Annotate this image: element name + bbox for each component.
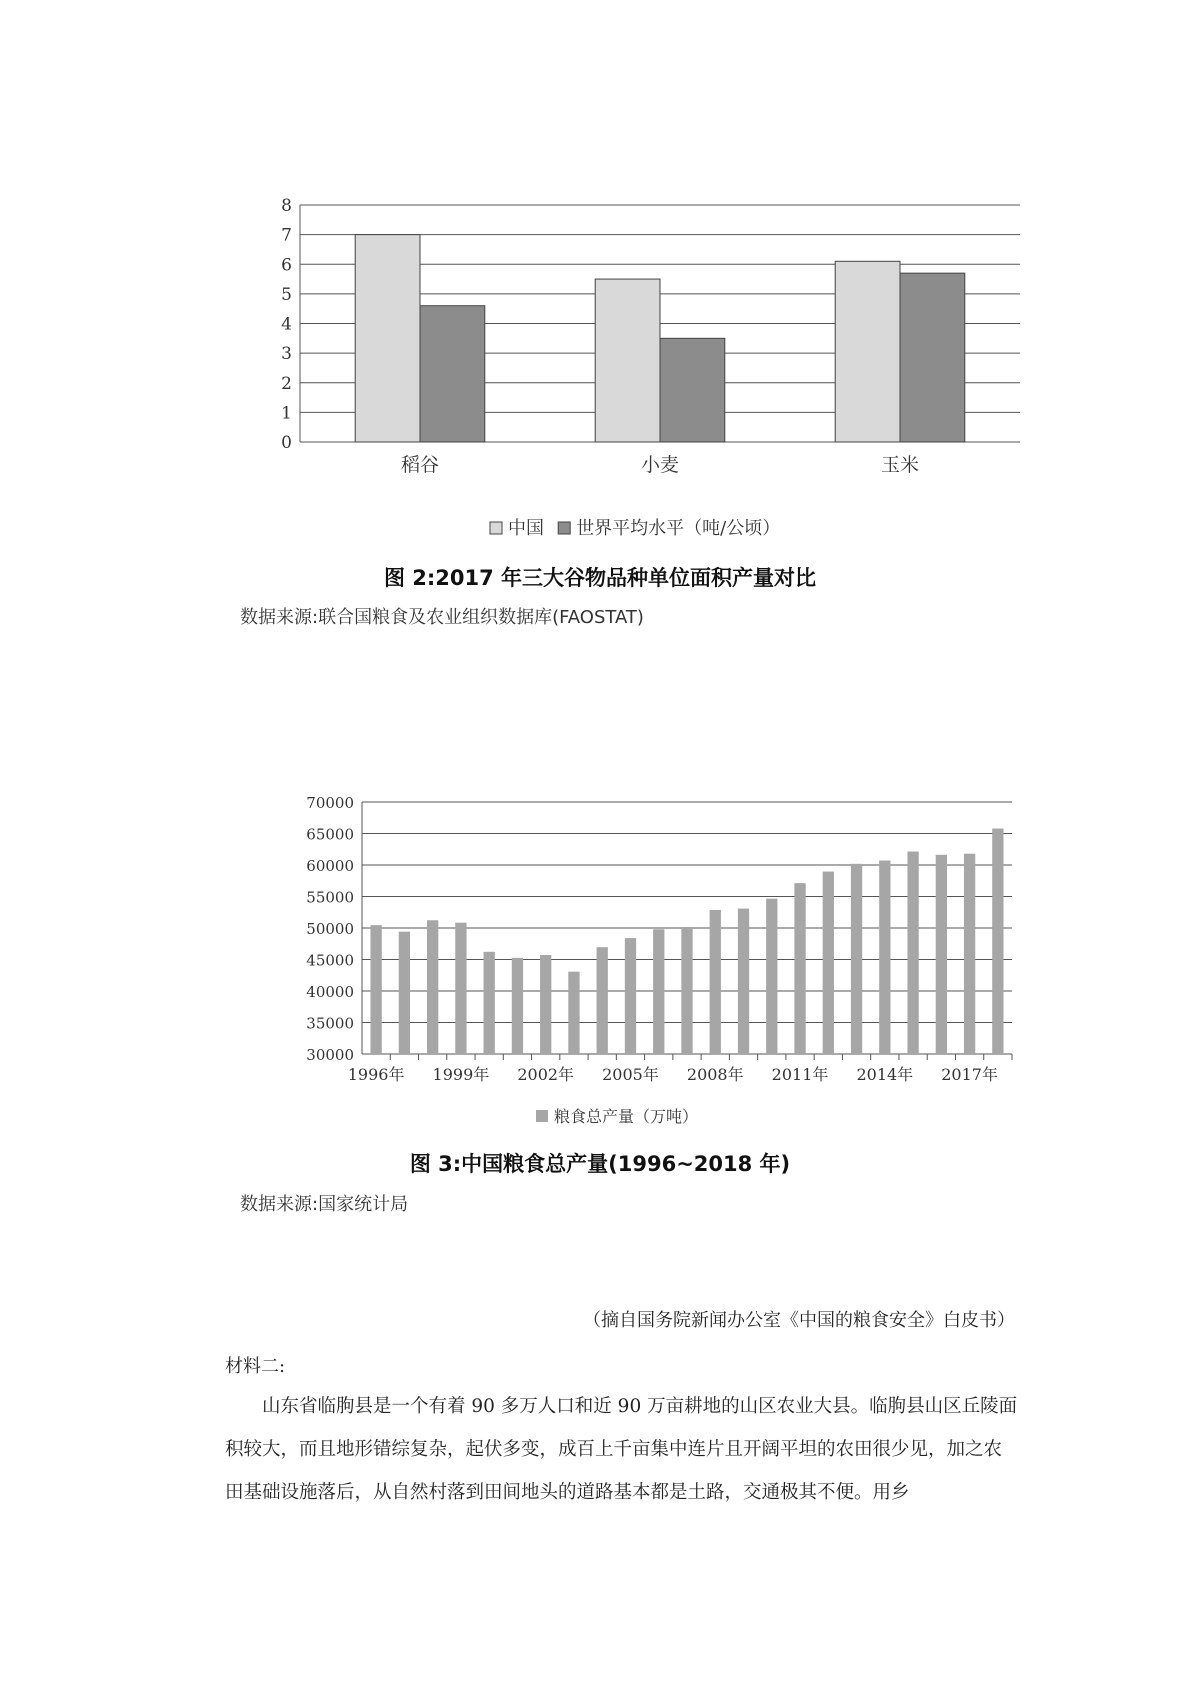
- x-tick-label: 玉米: [880, 454, 920, 476]
- bar-1: [370, 925, 381, 1054]
- figure-3-source: 数据来源:国家统计局: [240, 1194, 409, 1215]
- y-tick-label: 70000: [306, 794, 354, 812]
- bar-1: [484, 952, 495, 1054]
- bar-1: [568, 972, 579, 1054]
- y-tick-label: 8: [281, 196, 292, 216]
- bar-1: [738, 909, 749, 1054]
- bar-1: [879, 861, 890, 1054]
- y-tick-label: 60000: [306, 857, 354, 875]
- bar-1: [710, 910, 721, 1054]
- y-tick-label: 3: [281, 344, 292, 365]
- bar-1: [597, 947, 608, 1054]
- bar-1: [455, 923, 466, 1054]
- x-tick-label: 2011年: [771, 1065, 829, 1084]
- bar-1: [964, 854, 975, 1054]
- bar-1: [936, 855, 947, 1054]
- legend-label-1: 粮食总产量（万吨）: [554, 1107, 699, 1126]
- material-two-heading: 材料二:: [225, 1356, 286, 1377]
- figure-3-caption: 图 3:中国粮食总产量(1996~2018 年): [409, 1152, 791, 1176]
- bar-1: [625, 938, 636, 1054]
- x-tick-label: 2002年: [517, 1065, 575, 1084]
- y-tick-label: 30000: [306, 1046, 354, 1064]
- y-tick-label: 35000: [306, 1014, 354, 1033]
- y-tick-label: 5: [281, 284, 292, 305]
- figure-2-caption: 图 2:2017 年三大谷物品种单位面积产量对比: [383, 566, 817, 590]
- x-tick-label: 2008年: [686, 1065, 744, 1084]
- bar-1: [766, 899, 777, 1054]
- bar-2: [420, 306, 485, 442]
- y-tick-label: 0: [281, 433, 292, 453]
- y-tick-label: 4: [281, 314, 292, 335]
- y-tick-label: 55000: [306, 888, 354, 907]
- y-tick-label: 6: [281, 255, 292, 276]
- bar-1: [851, 864, 862, 1054]
- y-tick-label: 2: [281, 373, 292, 394]
- x-tick-label: 2017年: [941, 1065, 998, 1084]
- y-tick-label: 45000: [306, 951, 354, 970]
- y-tick-label: 50000: [306, 920, 354, 938]
- x-tick-label: 1999年: [432, 1065, 490, 1084]
- bar-1: [653, 929, 664, 1054]
- legend-label-1: 中国: [508, 518, 544, 539]
- bar-1: [512, 958, 523, 1054]
- bar-1: [992, 829, 1003, 1054]
- material-two-paragraph: 山东省临朐县是一个有着 90 多万人口和近 90 万亩耕地的山区农业大县。临朐县山区丘陵面积较大，而且地形错综复杂，起伏多变，成百上千亩集中连片且开阔平坦的农田很少见，加之农田基础设施落后，从自然村落到田间地头的道路基本都是土路，交通极其不便。用乡: [225, 1396, 1018, 1503]
- bar-2: [900, 273, 965, 442]
- y-tick-label: 40000: [306, 983, 354, 1001]
- y-tick-label: 7: [281, 225, 292, 246]
- bar-1: [823, 872, 834, 1054]
- legend-swatch-1: [490, 522, 502, 534]
- bar-1: [540, 955, 551, 1054]
- legend-swatch-1: [536, 1110, 548, 1122]
- bar-1: [681, 927, 692, 1054]
- grain-output-chart: [0, 770, 1200, 1126]
- x-tick-label: 2005年: [602, 1065, 659, 1084]
- attribution-line: （摘自国务院新闻办公室《中国的粮食安全》白皮书）: [583, 1310, 1015, 1331]
- x-tick-label: 稻谷: [400, 454, 440, 476]
- x-tick-label: 1996年: [347, 1065, 405, 1084]
- legend-label-2: 世界平均水平（吨/公顷）: [576, 518, 781, 539]
- y-tick-label: 65000: [306, 825, 354, 844]
- figure-2-source: 数据来源:联合国粮食及农业组织数据库(FAOSTAT): [240, 607, 644, 628]
- yield-comparison-chart: [0, 180, 1200, 539]
- bar-2: [660, 338, 725, 442]
- bar-1: [427, 920, 438, 1054]
- bar-1: [794, 883, 805, 1054]
- y-tick-label: 1: [281, 403, 292, 424]
- bar-1: [835, 261, 900, 442]
- x-tick-label: 小麦: [640, 454, 680, 476]
- bar-1: [595, 279, 660, 442]
- legend-swatch-2: [558, 522, 570, 534]
- bar-1: [907, 852, 918, 1054]
- x-tick-label: 2014年: [856, 1065, 914, 1084]
- bar-1: [355, 235, 420, 442]
- bar-1: [399, 932, 410, 1054]
